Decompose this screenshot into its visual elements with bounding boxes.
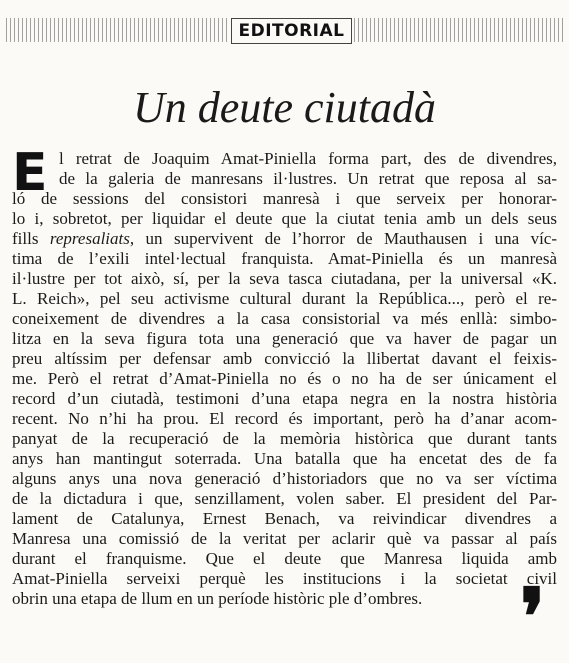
article-body	[12, 143, 558, 609]
article-line: anys han mantingut soterrada. Una batalla que ha encetat des de fa	[12, 449, 557, 468]
article-text: fills	[12, 229, 39, 248]
article-line: lament de Catalunya, Ernest Benach, va reivindicar divendres a	[12, 509, 557, 528]
article-line: tima de l’exili intel·lectual franquista. Amat-Piniella és un manresà	[12, 249, 557, 268]
article-line: recent. No n’hi ha prou. El record és important, però ha d’anar acom-	[12, 409, 557, 428]
article-line: alguns anys una nova generació d’historiadors que no va ser víctima	[12, 469, 557, 488]
article-line: il·lustre per tot això, sí, per la seva tasca ciutadana, per la universal «K.	[12, 269, 557, 288]
article-line: me. Però el retrat d’Amat-Piniella no és o no ha de ser únicament el	[12, 369, 557, 388]
article-emphasis: represaliats	[49, 229, 130, 248]
headline: Un deute ciutadà	[132, 83, 437, 132]
article-line: de la dictadura i que, senzillament, volen saber. El president del Par-	[12, 489, 557, 508]
article-text: , un supervivent de l’horror de Mauthausen i una víc-	[129, 229, 558, 248]
article-line: obrin una etapa de llum en un període històric ple d’ombres.	[12, 589, 423, 608]
article-line: de la galeria de manresans il·lustres. Un retrat que reposa al sa-	[59, 169, 557, 188]
article-line: preu altíssim per defensar amb convicció la llibertat davant el feixis-	[12, 349, 557, 368]
section-label: EDITORIAL	[238, 21, 345, 41]
article-line: l retrat de Joaquim Amat-Piniella forma part, des de divendres,	[59, 149, 557, 168]
article-line: record d’un ciutadà, testimoni d’una etapa negra en la nostra història	[12, 389, 557, 408]
end-mark-icon: ❜	[520, 572, 546, 663]
section-label-box	[231, 18, 352, 44]
section-rule-right	[354, 18, 563, 42]
article-line: durant el franquisme. Que el deute que Manresa liquida amb	[12, 549, 557, 568]
article-line: Amat-Piniella serveixi perquè les institucions i la societat civil	[12, 569, 557, 588]
article-line	[12, 229, 557, 249]
article-line: Manresa una comissió de la veritat per aclarir què va passar al país	[12, 529, 557, 548]
article-line: ló de sessions del consistori manresà i que serveix per honorar-	[12, 189, 557, 208]
section-header	[6, 10, 563, 48]
article-line: panyat de la recuperació de la memòria històrica que durant tants	[12, 429, 557, 448]
article-line: coneixement de divendres a la casa consistorial va més enllà: simbo-	[12, 309, 557, 328]
article-line: L. Reich», pel seu activisme cultural durant la República..., però el re-	[12, 289, 557, 308]
article-line: lo i, sobretot, per liquidar el deute que la ciutat tenia amb un dels seus	[12, 209, 557, 228]
drop-cap: E	[12, 143, 48, 203]
article-line: litza en la seva figura tota una generació que va haver de pagar un	[12, 329, 557, 348]
section-rule-left	[6, 18, 227, 42]
